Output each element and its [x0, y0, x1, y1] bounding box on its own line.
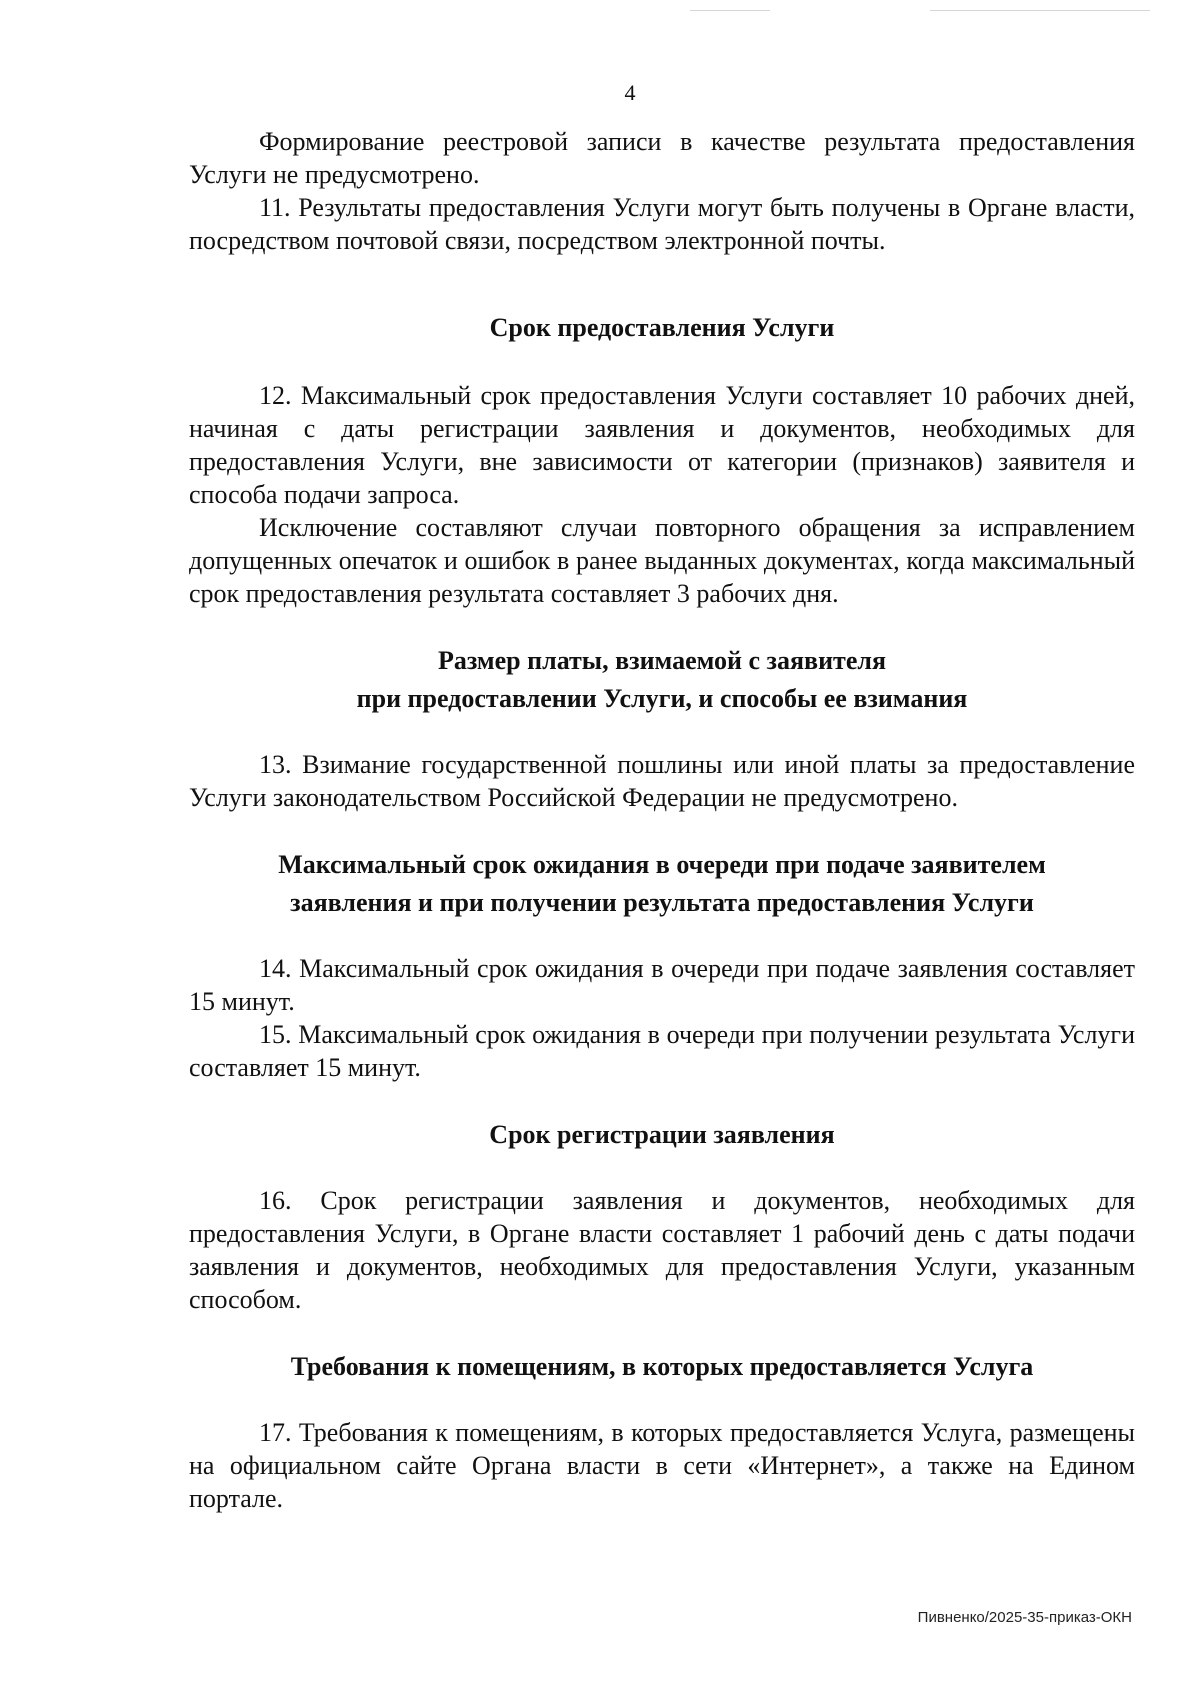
section-heading-registration: Срок регистрации заявления [489, 1120, 835, 1149]
document-body [189, 125, 1135, 1515]
section-heading-fee-line-1: Размер платы, взимаемой с заявителя [437, 646, 887, 675]
paragraph-17: 17. Требования к помещениям, в которых предоставляется Услуга, размещены на официальном сайте Органа власти в сети «Интернет», а также на Едином портале. [189, 1418, 1135, 1513]
section-heading-fee [189, 642, 1135, 718]
paragraph-exception: Исключение составляют случаи повторного обращения за исправлением допущенных опечаток и ошибок в ранее выданных документах, когда максимальный срок предоставления результата составляет 3 рабочих дня. [189, 513, 1135, 608]
section-heading-queue [189, 846, 1135, 922]
paragraph-14: 14. Максимальный срок ожидания в очереди при подаче заявления составляет 15 минут. [189, 954, 1135, 1016]
section-heading-queue-line-1: Максимальный срок ожидания в очереди при подаче заявителем [278, 850, 1046, 879]
section-heading-premises: Требования к помещениям, в которых предоставляется Услуга [290, 1352, 1034, 1381]
document-footer-code: Пивненко/2025-35-приказ-ОКН [917, 1609, 1132, 1626]
section-heading-queue-line-2: заявления и при получении результата предоставления Услуги [290, 888, 1034, 917]
paragraph-12: 12. Максимальный срок предоставления Услуги составляет 10 рабочих дней, начиная с даты регистрации заявления и документов, необходимых для предоставления Услуги, вне зависимости от категории (признаков) заявителя и способа подачи запроса. [189, 381, 1135, 509]
scan-artifact-top-2 [930, 10, 1150, 11]
section-heading-term: Срок предоставления Услуги [489, 313, 835, 342]
page-number: 4 [624, 80, 636, 105]
paragraph-11: 11. Результаты предоставления Услуги могут быть получены в Органе власти, посредством почтовой связи, посредством электронной почты. [189, 193, 1135, 255]
paragraph-13: 13. Взимание государственной пошлины или иной платы за предоставление Услуги законодательством Российской Федерации не предусмотрено. [189, 750, 1135, 812]
section-heading-fee-line-2: при предоставлении Услуги, и способы ее взимания [356, 684, 968, 713]
paragraph-registry-record: Формирование реестровой записи в качестве результата предоставления Услуги не предусмотрено. [189, 127, 1135, 189]
paragraph-16: 16. Срок регистрации заявления и документов, необходимых для предоставления Услуги, в Органе власти составляет 1 рабочий день с даты подачи заявления и документов, необходимых для предоставления Услуги, указанным способом. [189, 1186, 1135, 1314]
scan-artifact-top-1 [690, 10, 770, 11]
paragraph-15: 15. Максимальный срок ожидания в очереди при получении результата Услуги составляет 15 минут. [189, 1020, 1135, 1082]
